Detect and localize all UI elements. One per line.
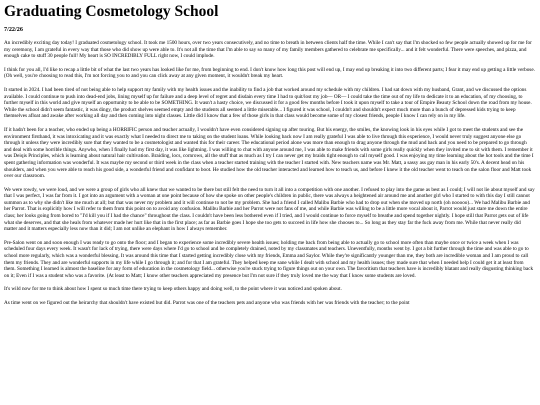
paragraph: It's wild now for me to think about how I spent so much time there trying to keep others happy and doing well, to the point where it was noticed and spoken about. <box>4 286 342 293</box>
post-title: Graduating Cosmetology School <box>4 3 219 20</box>
paragraph: As time went on we figured out the heirarchy that shouldn't have existed but did. Parrot was one of the teachers pets and anyone who was friends with her was friends with the teacher; to the point <box>4 300 410 306</box>
paragraph: It started in 2024. I had been tired of not being able to help support my family with my health issues and the inability to find a job that worked around my schedule with my children. I had sat down with my husband, Grant, and we discussed the options available. I could continue to push into dead-end jobs, lining myself up for failure and a deep level of regret and disdain every time I had to quit/lost my job— OR— I could take the time out of my life to dedicate it to an education, of my choosing, to further myself in this world and give myself an opportunity to be able to be SOMETHING. It wasn't a hasty choice, we discussed it for a good few months before I took it upon myself to take a tour of Empire Beauty School down the road from my house. While the school didn't seem fantastic, it was dingy, the product shelves seemed empty and the students all seemed a little miserable... I figured it was school, I couldn't and shouldn't expect much more than a bunch of depressed kids trying to keep themselves afloat and awake after working all day and then coming into night classes. Little did I know that a few of those girls in that class would become some of my closest friends, people I know I can rely on in my life. <box>4 86 532 120</box>
post-date: 7/22/26 <box>4 26 23 33</box>
paragraph: If it hadn't been for a teacher, who ended up being a HORRIFIC person and teacher actually, I wouldn't have even considered signing up after touring. But his energy, the smiles, the knowing look in his eyes while I got to meet the students and see the environment firsthand, it was intoxicating and it was exactly what I needed to direct me to taking on the student loans. While looking back now I am really grateful I was able to live through this experience, I would never truly suggest anyone else go through it unless they were incredibly sure that they wanted to be a cosmetologist and wanted this for their career. The educational period alone was more than enough to drag anyone through the mud and back and you need to be prepared to go through and deal with some horrible things. Anywho, when I finally had my first day, it was like lightning. I was willing to chat with anyone around me, I was able to make friends with some girls really quickly when they invited me to sit with them. I remember it was Deiqis Principles, which is learning about natural hair cultivation. Braiding, locs, cornrows, all the stuff that as much as I try I can never get my braids tight enough to call myself good. I was enjoying my time learning about the hot tools and the time I spent gathering information was wonderful. It was maybe my second or third week in the class when a teacher started training with the teacher I started with. New teachers name was Mr. Matt, a sassy ass gay man in his early 50's. A decent head on his shoulders, and when you were able to reach his good side, a wonderful friend and confidant to boot. He studied how the old teacher interacted and learned how to teach us, and before I knew it the old teacher went to teach on the salon floor and Matt took over our classroom. <box>4 126 534 180</box>
paragraph: An incredibly exciting day today! I graduated cosmetology school. It took me 1500 hours, over two years consecutively, and no time to breath in between clients half the time. While I can't say that I'm shocked so few people actually showed up for me for my ceremony, I am grateful in every way that those who did show up were able to. It's not all the time that I'm able to say so many of my family members gathered to celebrate me specifically... and it felt wonderful. There were speeches, and pizza, and enough cake to stuff 30 people full! My heart is SO INCREDIBLY FULL right now, I could implode. <box>4 40 532 60</box>
paragraph: We were rowdy, we were loud, and we were a group of girls who all knew that we wanted to be there but still felt the need to turn it all into a competition with one another. I refused to play into the game as best as I could; I will not lie about myself and say that I was perfect, I was far from it. I got into an argument with a woman at one point because of how she spoke on other people's children in public, there was always a heightened air around me and another girl who I started to with this day I still cannot summon as to why she didn't like me much at all; but that was never my problem and it will continue to not be my problem. She had a friend I called Malibu Barbie who had to drop out when she moved up north (oh nooooo)... We had Malibu Barbie and her Parrot. That is explicitly how I will refer to them from this point on to avoid any confusion. Malibu Barbie and her Parrot were not fans of me, and while Barbie was willing to be a little more vocal about it, Parrot would just stare me down the entire class; her looks going from bored to "I'd kill you if I had the chance" throughout the class. I couldn't have been less bothered even if I tried, and I would continue to force myself to breathe and spend together nightly. I hope still that Parrot gets out of life what she deserves, and that she heals from whatever made her hurt like that in the first place; as far as Barbie goes I hope she too gets to succeed in life how she chooses to... So long as they stay far the fuck away from me. While that never really did matter and it matters especially less now than it did; I am not unlike an elephant in how I always remember. <box>4 186 535 233</box>
paragraph: I think for you all, I'd like to recap a little bit of what the last two years has looked like for me, from beginning to end. I don't know how long this post will end up, I may end up breaking it into two different parts; I fear it may end up getting a little verbose. (Oh well, you're choosing to read this, I'm not forcing you to and you can click away at any given moment, it wouldn't break my heart. <box>4 66 535 80</box>
post-body <box>4 40 535 307</box>
paragraph: Pre-Salon went on and soon enough I was ready to go onto the floor; and I began to experience some incredibly severe health issues; holding me back from being able to actually go to school more often than maybe once or twice a week when I was scheduled four days every week. It wasn't for lack of trying, there were days where I'd go to school and be completely drained, noted by my classmates and teachers. Uneventfully, months went by. I got a bit further through the time and was able to go to school more regularly, which was a wonderful blessing. It was around this time that I started getting incredibly close with my friends, Emma and Saylor. While they're significantly younger than me, they both are incredible woman and I am proud to call them my friends. They and are wonderful supports in my life while I go through it; and for that I am grateful. They helped keep me sane while I dealt with school and my health issues; they made sure that when I needed help I could get it at least from them. Something I learned is almost the baseline for any form of education in the cosmetology field... otherwise you're stuck trying to figure things out on your own. The favoritism that teachers have is incredibly blatant and really disgusting thinking back on it; Even if I was a student who was a favorite. (At least to Matt; I know other teachers appreciated my presence but I'm not sure if they truly loved me the way that I know some students are loved. <box>4 239 534 279</box>
document-page <box>4 3 535 314</box>
